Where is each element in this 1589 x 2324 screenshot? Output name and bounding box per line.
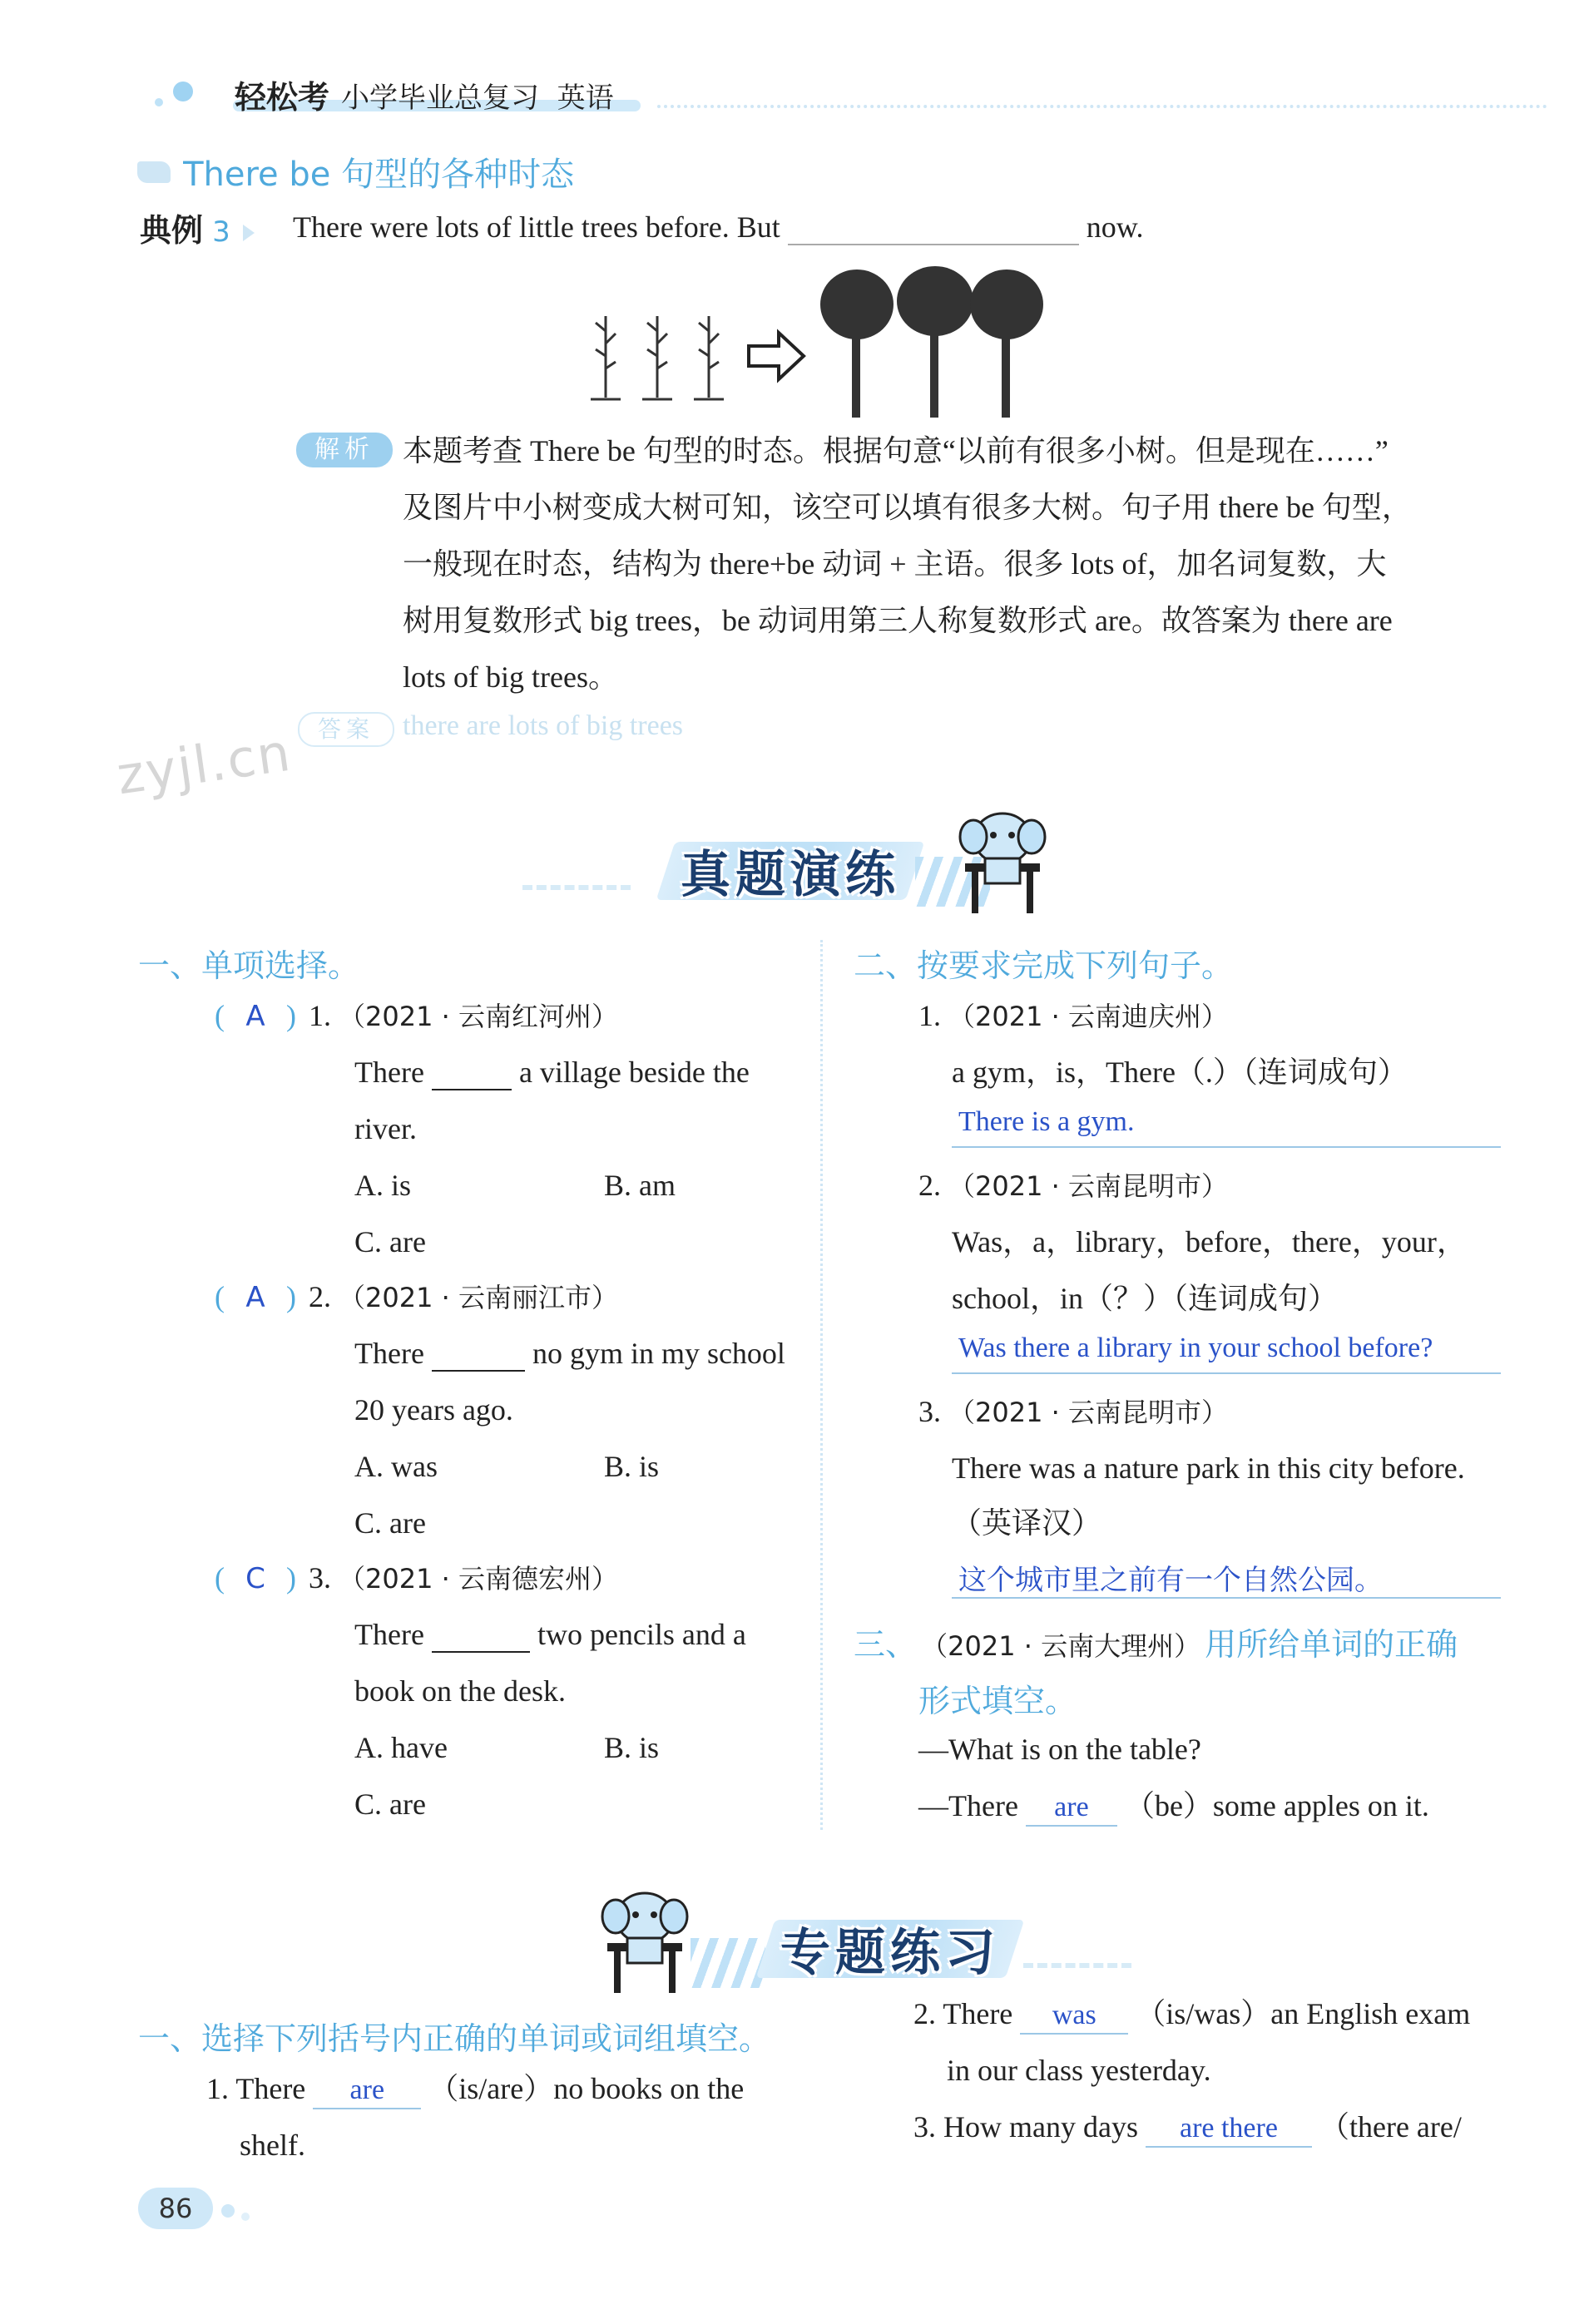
part4-heading: 一、选择下列括号内正确的单词或词组填空。 [138,2020,771,2057]
part1-heading: 一、单项选择。 [138,947,360,984]
mc-question-3 [215,1560,618,1596]
part3-heading-rest: 用所给单词的正确 [1205,1626,1458,1663]
sentence-question-3 [918,1394,1228,1430]
sentence-question-1 [918,998,1228,1034]
mc-q1-line1 [354,1055,750,1090]
question-source: （2021 · 云南昆明市） [948,1170,1228,1202]
question-source: （2021 · 云南丽江市） [339,1282,618,1313]
fill-question-3 [913,2109,1462,2148]
book-icon [137,161,171,183]
column-divider [820,940,823,1830]
answer-paren: ( [215,1280,225,1313]
question-number: 3. [309,1561,331,1595]
option-b: B. is [604,1450,660,1483]
option-b: B. is [604,1731,660,1764]
dialog-question: —What is on the table? [918,1733,1201,1766]
banner-real-exam-text: 真题演练 [681,846,900,904]
answer-paren: ) [286,1561,296,1595]
part3-heading [854,1619,1458,1664]
sentence-answer: 这个城市里之前有一个自然公园。 [958,1565,1383,1596]
question-blank [432,1370,525,1372]
answer-paren: ) [286,1280,296,1313]
option-c: C. are [354,1788,426,1821]
analysis-line: 树用复数形式 big trees，be 动词用第三人称复数形式 are。故答案为 there are [403,604,1393,637]
question-text: 2. There [913,1997,1013,2030]
triangle-icon [243,225,255,241]
question-text: （is/are）no books on the [428,2072,745,2105]
elephant-icon [599,1888,691,1995]
header-dot-icon [155,98,163,106]
banner-topic-practice [765,1910,1015,1986]
part3-heading-num: 三、 [854,1626,918,1663]
analysis-text [403,428,1501,710]
option-a: A. is [354,1169,412,1202]
example-sentence [293,210,1143,245]
question-text: shelf. [240,2129,305,2162]
answer-label [298,712,394,747]
answer-line [952,1597,1501,1599]
question-number: 2. [309,1280,331,1313]
analysis-line: lots of big trees。 [403,660,618,694]
question-source: （2021 · 云南迪庆州） [948,1001,1228,1032]
answer-paren: ) [286,999,296,1032]
question-text: school，in（？）（连词成句） [952,1282,1338,1315]
question-text: There [354,1056,424,1089]
header-brand: 轻松考 [235,79,330,116]
question-text: There [354,1337,424,1370]
question-source: （2021 · 云南德宏州） [339,1563,618,1595]
question-text: 3. How many days [913,2110,1138,2144]
question-text: book on the desk. [354,1674,566,1708]
banner-dashes-right [1023,1963,1131,1968]
page-number-badge [138,2188,213,2229]
dialog-answer [918,1788,1429,1827]
example-answer: there are lots of big trees [403,710,684,741]
page-number: 86 [158,2193,193,2224]
question-source: （2021 · 云南昆明市） [948,1397,1228,1428]
question-text: Was，a，library，before，there，your， [952,1225,1467,1258]
question-text: no gym in my school [532,1337,785,1370]
section-title-text: There be 句型的各种时态 [183,156,575,194]
analysis-line: 一般现在时态，结构为 there+be 动词 + 主语。很多 lots of，加名词复数，大 [403,547,1387,581]
part3-heading-source: （2021 · 云南大理州） [921,1630,1201,1662]
elephant-icon [957,808,1048,915]
analysis-label-text: 解析 [314,435,374,464]
option-c: C. are [354,1506,426,1540]
example-number: 3 [212,215,230,249]
question-text: 1. There [206,2072,306,2105]
question-text: two pencils and a [537,1618,746,1651]
question-text: There was a nature park in this city before. [952,1451,1465,1485]
fill-answer: are [313,2074,421,2109]
section-title [137,148,574,195]
page-dot-icon [241,2213,250,2221]
mc-answer: C [245,1562,265,1595]
question-number: 1. [309,999,331,1032]
answer-paren: ( [215,1561,225,1595]
fill-answer: was [1020,1999,1128,2035]
option-a: A. was [354,1450,438,1483]
fill-question-2 [913,1996,1470,2035]
header-dotted-rule [657,105,1547,108]
fill-question-1 [206,2071,744,2109]
example-sentence-end: now. [1086,210,1144,244]
question-text: There [354,1618,424,1651]
option-c: C. are [354,1225,426,1258]
header-bubble-icon [173,82,193,101]
option-b: B. am [604,1169,676,1202]
question-number: 2. [918,1169,941,1202]
question-text: a gym，is，There（.）（连词成句） [952,1056,1408,1089]
small-tree-icon [591,316,724,399]
question-source: （2021 · 云南红河州） [339,1001,618,1032]
part2-heading: 二、按要求完成下列句子。 [854,947,1234,984]
example-blank [788,244,1079,245]
fill-answer: are there [1146,2112,1312,2148]
mc-question-1 [215,998,618,1034]
sentence-question-2 [918,1168,1228,1204]
header [125,67,1547,116]
page-dot-icon [221,2204,235,2218]
answer-paren: ( [215,999,225,1032]
question-text: （there are/ [1319,2110,1462,2144]
question-number: 3. [918,1395,941,1428]
question-text: a village beside the [518,1056,750,1089]
sentence-answer: There is a gym. [958,1106,1135,1137]
question-text: 20 years ago. [354,1393,513,1427]
question-text: （be）some apples on it. [1124,1789,1429,1822]
watermark: zyjl.cn [112,721,295,807]
question-text: in our class yesterday. [947,2054,1211,2087]
answer-line [952,1372,1501,1374]
question-number: 1. [918,999,941,1032]
arrow-icon [749,333,804,379]
analysis-line: 本题考查 There be 句型的时态。根据句意“以前有很多小树。但是现在……” [403,434,1389,467]
banner-topic-practice-text: 专题练习 [780,1924,1000,1982]
mc-q3-line1 [354,1617,746,1653]
analysis-line: 及图片中小树变成大树可知，该空可以填有很多大树。句子用 there be 句型， [403,491,1412,524]
header-subtitle: 小学毕业总复习 英语 [341,82,614,115]
option-a: A. have [354,1731,448,1764]
banner-real-exam [666,832,915,908]
mc-answer: A [245,1000,265,1033]
banner-stripes-left [691,1938,765,1988]
analysis-label [296,433,393,467]
question-text: river. [354,1112,417,1145]
banner-dashes-left [522,885,631,890]
question-blank [432,1089,512,1090]
mc-question-2 [215,1279,618,1315]
answer-line [952,1146,1501,1148]
question-text: —There [918,1789,1018,1822]
big-tree-icon [820,266,1043,418]
example-sentence-start: There were lots of little trees before. But [293,210,780,244]
sentence-answer: Was there a library in your school before? [958,1333,1433,1363]
trees-illustration [582,265,1048,423]
part3-heading-line2: 形式填空。 [918,1683,1077,1719]
question-blank [432,1651,530,1653]
question-text: （is/was）an English exam [1136,1997,1471,2030]
question-text: （英译汉） [952,1506,1102,1540]
mc-q2-line1 [354,1336,785,1372]
example-label [140,205,255,250]
mc-answer: A [245,1281,265,1314]
example-label-text: 典例 [140,212,204,249]
fill-answer: are [1026,1791,1117,1827]
answer-label-text: 答案 [317,715,374,743]
